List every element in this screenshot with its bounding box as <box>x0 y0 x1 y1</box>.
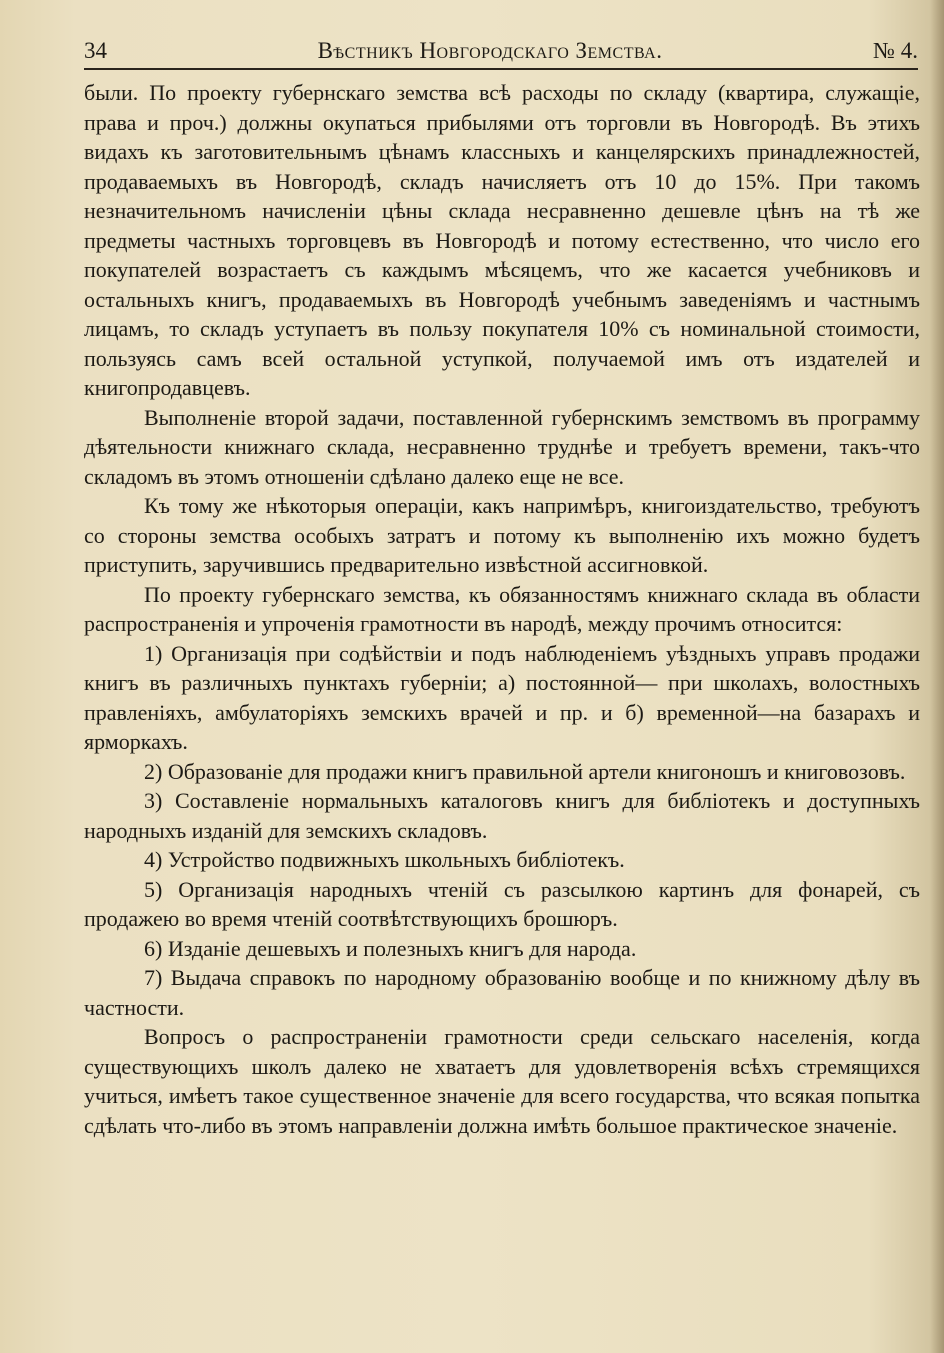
list-item-3: 3) Составленіе нормальныхъ каталоговъ книгъ для библіотекъ и доступныхъ народныхъ изданій для земскихъ складовъ. <box>84 788 920 843</box>
list-item-1: 1) Организація при содѣйствіи и подъ наблюденіемъ уѣздныхъ управъ продажи книгъ въ различныхъ пунктахъ губерніи; а) постоянной— при школахъ, волостныхъ правленіяхъ, амбулаторіяхъ земскихъ врачей и пр. и б) временной—на базарахъ и ярморкахъ. <box>84 640 920 754</box>
list-item-5: 5) Организація народныхъ чтеній съ разсылкою картинъ для фонарей, съ продажею во время чтеній соотвѣтствующихъ брошюръ. <box>84 876 920 931</box>
header-rule <box>84 68 918 70</box>
page-edge-shadow <box>930 0 944 1353</box>
journal-title: Вѣстникъ Новгородскаго Земства. <box>317 38 663 63</box>
paragraph-operations: Къ тому же нѣкоторыя операціи, какъ напримѣръ, книгоиздательство, требуютъ со стороны земства особыхъ затратъ и потому къ выполненію ихъ можно будетъ приступить, заручившись предварительно извѣстной ассигновкой. <box>84 493 920 577</box>
list-item-4: 4) Устройство подвижныхъ школьныхъ библіотекъ. <box>144 847 625 872</box>
list-item-6: 6) Изданіе дешевыхъ и полезныхъ книгъ для народа. <box>144 935 637 961</box>
paragraph-literacy-question: Вопросъ о распространеніи грамотности среди сельскаго населенія, когда существующихъ школъ далеко не хватаетъ для удовлетворенія всѣхъ стремящихся учиться, имѣетъ такое существенное значеніе для всего государства, что всякая попытка сдѣлать что-либо въ этомъ направленіи должна имѣть большое практическое значеніе. <box>84 1024 920 1138</box>
list-item-7: 7) Выдача справокъ по народному образованію вообще и по книжному дѣлу въ частности. <box>84 965 920 1020</box>
running-header <box>84 24 918 64</box>
paragraph-continuation: были. По проекту губернскаго земства всѣ расходы по складу (квартира, служащіе, права и проч.) должны окупаться прибылями отъ торговли въ Новгородѣ. Въ этихъ видахъ къ заготовительнымъ цѣнамъ классныхъ и канцелярскихъ принадлежностей, продаваемыхъ въ Новгородѣ, складъ начисляетъ отъ 10 до 15%. При такомъ незначительномъ начисленіи цѣны склада несравненно дешевле цѣнъ на тѣ же предметы частныхъ торговцевъ въ Новгородѣ и потому естественно, что число его покупателей возрастаетъ съ каждымъ мѣсяцемъ, что же касается учебниковъ и остальныхъ книгъ, продаваемыхъ въ Новгородѣ учебнымъ заведеніямъ и частнымъ лицамъ, то складъ уступаетъ въ пользу покупателя 10% съ номинальной стоимости, пользуясь самъ всей остальной уступкой, получаемой имъ отъ издателей и книгопродавцевъ. <box>84 80 920 400</box>
paragraph-second-task: Выполненіе второй задачи, поставленной губернскимъ земствомъ въ программу дѣятельности книжнаго склада, несравненно труднѣе и требуетъ времени, такъ-что складомъ въ этомъ отношеніи сдѣлано далеко еще не все. <box>84 404 920 489</box>
list-item-2: 2) Образованіе для продажи книгъ правильной артели книгоношъ и книговозовъ. <box>144 758 906 784</box>
text-body <box>84 78 920 1140</box>
page-number: 34 <box>84 38 107 63</box>
issue-number: № 4. <box>873 38 918 63</box>
paragraph-duties-intro: По проекту губернскаго земства, къ обязанностямъ книжнаго склада въ области распространенія и упроченія грамотности въ народѣ, между прочимъ относится: <box>84 581 920 636</box>
